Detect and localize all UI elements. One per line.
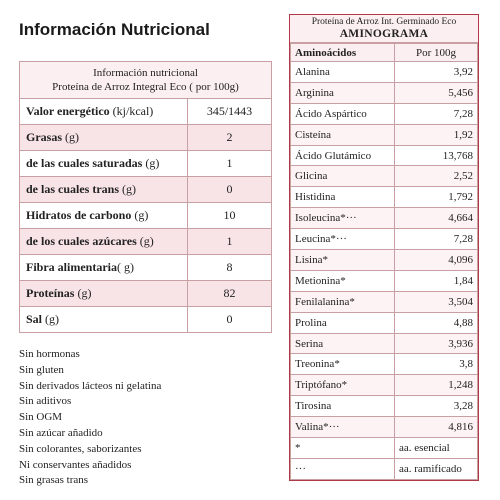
amino-name: Metionina*: [291, 270, 395, 291]
amino-value: 7,28: [395, 229, 478, 250]
amino-row: [291, 250, 478, 271]
amino-value: 1,84: [395, 270, 478, 291]
aminogram-product-name: Proteína de Arroz Int. Germinado Eco: [311, 17, 457, 27]
amino-value: 3,504: [395, 291, 478, 312]
nutrition-table-header-cell: [20, 62, 272, 99]
amino-name: Histidina: [291, 187, 395, 208]
aminogram-column-headers: [291, 44, 478, 62]
nutrient-label: [20, 125, 188, 151]
nutrition-row: [20, 203, 272, 229]
amino-name: Lisina*: [291, 250, 395, 271]
nutrient-value: 1: [188, 229, 272, 255]
nutrient-unit: (g): [74, 286, 92, 300]
claim-item: Sin OGM: [19, 411, 63, 424]
nutrient-label: [20, 281, 188, 307]
legend-row: [291, 458, 478, 479]
amino-value: 1,92: [395, 124, 478, 145]
nutrition-row: [20, 229, 272, 255]
amino-value: 5,456: [395, 82, 478, 103]
amino-row: [291, 270, 478, 291]
amino-value: 3,92: [395, 62, 478, 83]
nutrition-row: [20, 255, 272, 281]
amino-value: 1,792: [395, 187, 478, 208]
aminogram-panel: [289, 14, 479, 481]
nutrient-name: de las cuales saturadas: [26, 156, 143, 170]
amino-row: [291, 145, 478, 166]
nutrient-unit: (kj/kcal): [109, 104, 154, 118]
nutrient-label: [20, 229, 188, 255]
amino-value: 4,096: [395, 250, 478, 271]
amino-name: Arginina: [291, 82, 395, 103]
nutrient-unit: (g): [142, 156, 160, 170]
nutrient-value: 345/1443: [188, 99, 272, 125]
aminogram-table: [290, 43, 478, 480]
amino-name: Cisteína: [291, 124, 395, 145]
amino-value: 4,664: [395, 208, 478, 229]
page-title: Información Nutricional: [19, 20, 210, 39]
nutrient-name: Proteínas: [26, 286, 75, 300]
amino-value: 3,936: [395, 333, 478, 354]
claim-item: Sin aditivos: [19, 395, 72, 408]
nutrient-name: de los cuales azúcares: [26, 234, 137, 248]
amino-row: [291, 229, 478, 250]
nutrient-value: 10: [188, 203, 272, 229]
amino-name: Tirosina: [291, 396, 395, 417]
amino-row: [291, 82, 478, 103]
nutrient-name: Sal: [26, 312, 43, 326]
nutrient-value: 82: [188, 281, 272, 307]
amino-row: [291, 417, 478, 438]
nutrient-name: de las cuales trans: [26, 182, 119, 196]
legend-text-branched: aa. ramificado: [395, 458, 478, 479]
amino-name: Treonina*: [291, 354, 395, 375]
product-claims-list: [19, 347, 161, 489]
nutrition-table: [19, 61, 272, 333]
aminogram-header: [290, 15, 478, 43]
claim-item: Sin azúcar añadido: [19, 426, 103, 439]
nutrient-name: Fibra alimentaria: [26, 260, 117, 274]
claim-item: Ni conservantes añadidos: [19, 458, 132, 471]
nutrient-unit: (g): [42, 312, 60, 326]
aminogram-title: AMINOGRAMA: [339, 28, 429, 40]
amino-value: 4,816: [395, 417, 478, 438]
nutrient-value: 0: [188, 307, 272, 333]
nutrient-unit: (g): [131, 208, 149, 222]
nutrition-row: [20, 307, 272, 333]
amino-row: [291, 103, 478, 124]
amino-row: [291, 62, 478, 83]
nutrient-label: [20, 177, 188, 203]
nutrition-row: [20, 125, 272, 151]
nutrient-unit: (g): [62, 130, 79, 144]
claim-item: Sin derivados lácteos ni gelatina: [19, 379, 162, 392]
amino-value: 13,768: [395, 145, 478, 166]
amino-name: Alanina: [291, 62, 395, 83]
amino-value: 7,28: [395, 103, 478, 124]
nutrient-unit: ( g): [116, 260, 134, 274]
amino-row: [291, 208, 478, 229]
claim-item: Sin gluten: [19, 363, 64, 376]
column-header-per-100g: Por 100g: [395, 44, 478, 62]
legend-row: [291, 438, 478, 459]
amino-value: 3,28: [395, 396, 478, 417]
nutrient-name: Grasas: [26, 130, 62, 144]
nutrient-label: [20, 151, 188, 177]
legend-symbol-essential: *: [291, 438, 395, 459]
amino-row: [291, 166, 478, 187]
amino-name: Fenilalanina*: [291, 291, 395, 312]
amino-row: [291, 354, 478, 375]
claim-item: Sin grasas trans: [19, 474, 89, 487]
amino-value: 1,248: [395, 375, 478, 396]
amino-name: Triptófano*: [291, 375, 395, 396]
nutrient-value: 0: [188, 177, 272, 203]
amino-row: [291, 124, 478, 145]
nutrition-row: [20, 151, 272, 177]
amino-value: 3,8: [395, 354, 478, 375]
amino-name: Prolina: [291, 312, 395, 333]
nutrient-label: [20, 307, 188, 333]
nutrient-value: 8: [188, 255, 272, 281]
nutrient-label: [20, 203, 188, 229]
nutrient-name: Valor energético: [26, 104, 110, 118]
nutrition-row: [20, 99, 272, 125]
amino-name: Ácido Aspártico: [291, 103, 395, 124]
amino-name: Leucina*···: [291, 229, 395, 250]
amino-row: [291, 187, 478, 208]
amino-name: Serina: [291, 333, 395, 354]
amino-row: [291, 375, 478, 396]
nutrition-row: [20, 281, 272, 307]
nutrient-name: Hidratos de carbono: [26, 208, 132, 222]
amino-value: 4,88: [395, 312, 478, 333]
amino-name: Ácido Glutámico: [291, 145, 395, 166]
nutrient-unit: (g): [119, 182, 136, 196]
nutrient-unit: (g): [136, 234, 154, 248]
nutrient-value: 2: [188, 125, 272, 151]
amino-row: [291, 396, 478, 417]
nutrition-header-title: Información nutricional: [93, 67, 198, 79]
amino-name: Glicina: [291, 166, 395, 187]
nutrient-label: [20, 255, 188, 281]
nutrient-label: [20, 99, 188, 125]
nutrition-row: [20, 177, 272, 203]
amino-value: 2,52: [395, 166, 478, 187]
amino-name: Valina*···: [291, 417, 395, 438]
amino-name: Isoleucina*···: [291, 208, 395, 229]
claim-item: Sin colorantes, saborizantes: [19, 442, 142, 455]
amino-row: [291, 312, 478, 333]
nutrition-table-header: [20, 62, 272, 99]
legend-text-essential: aa. esencial: [395, 438, 478, 459]
column-header-aminoacid: Aminoácidos: [291, 44, 395, 62]
claim-item: Sin hormonas: [19, 348, 80, 360]
legend-symbol-branched: ···: [291, 458, 395, 479]
nutrient-value: 1: [188, 151, 272, 177]
amino-row: [291, 291, 478, 312]
amino-row: [291, 333, 478, 354]
nutrition-header-product: Proteína de Arroz Integral Eco ( por 100g): [52, 81, 239, 93]
